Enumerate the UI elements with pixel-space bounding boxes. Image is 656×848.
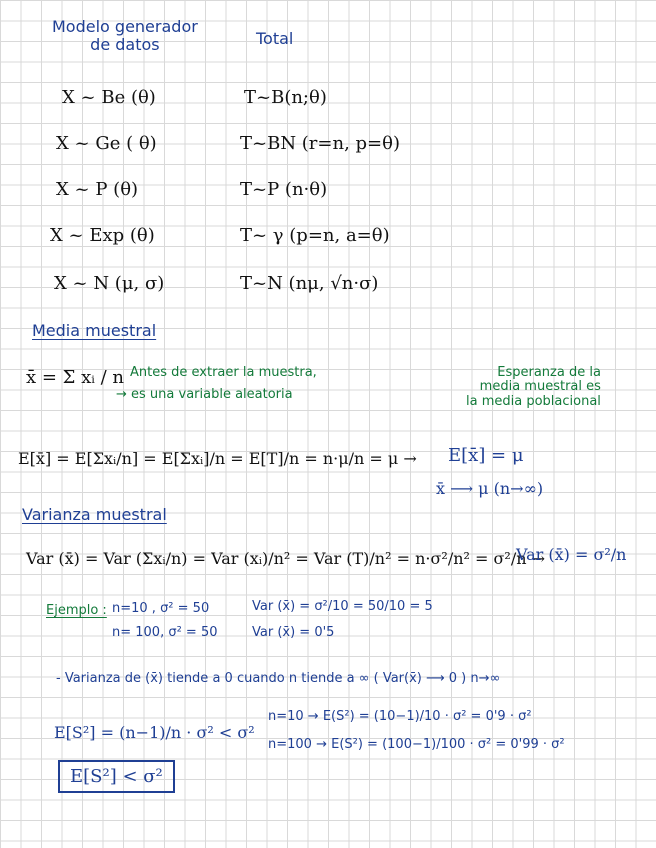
s2-boxed-result: E[S²] < σ² [58,760,175,793]
s2-example-1: n=10 → E(S²) = (10−1)/10 · σ² = 0'9 · σ² [268,709,532,724]
varianza-heading: Varianza muestral [22,505,167,524]
variance-result: Var (x̄) = σ²/n [516,545,627,564]
media-heading: Media muestral [32,321,157,340]
s2-example-2: n=100 → E(S²) = (100−1)/100 · σ² = 0'99 · σ² [268,737,565,752]
media-note-2: → es una variable aleatoria [116,387,293,402]
ejemplo-label: Ejemplo : [46,603,107,618]
tiende-statement: - Varianza de (x̄) tiende a 0 cuando n tiende a ∞ ( Var(x̄) ⟶ 0 ) n→∞ [56,671,501,686]
ejemplo-result-2: Var (x̄) = 0'5 [252,625,335,640]
expectation-equation: E[x̄] = E[Σxᵢ/n] = E[Σxᵢ]/n = E[T]/n = n·μ/n = μ → [18,449,417,468]
header-col1: Modelo generador de datos [52,17,198,54]
header-col2: Total [256,29,294,48]
model-t-1: T~B(n;θ) [244,87,327,108]
ejemplo-case-1: n=10 , σ² = 50 [112,601,210,616]
model-t-2: T~BN (r=n, p=θ) [240,133,400,154]
model-t-3: T~P (n·θ) [240,179,328,200]
model-x-1: X ~ Be (θ) [62,87,156,108]
convergence: x̄ ⟶ μ (n→∞) [436,479,544,498]
model-t-4: T~ γ (p=n, a=θ) [240,225,390,246]
model-x-3: X ~ P (θ) [56,179,139,200]
ejemplo-result-1: Var (x̄) = σ²/10 = 50/10 = 5 [252,599,433,614]
s2-equation: E[S²] = (n−1)/n · σ² < σ² [54,723,255,742]
variance-equation: Var (x̄) = Var (Σxᵢ/n) = Var (xᵢ)/n² = Var (T)/n² = n·σ²/n² = σ²/n → [26,549,546,568]
model-t-5: T~N (nμ, √n·σ) [240,273,379,294]
ejemplo-case-2: n= 100, σ² = 50 [112,625,218,640]
esperanza-note: Esperanza de la media muestral es la media poblacional [466,365,601,409]
media-note-1: Antes de extraer la muestra, [130,365,317,380]
media-definition: x̄ = Σ xᵢ / n [26,367,124,388]
model-x-5: X ~ N (μ, σ) [54,273,165,294]
expectation-result: E[x̄] = μ [448,445,524,466]
model-x-4: X ~ Exp (θ) [50,225,155,246]
model-x-2: X ~ Ge ( θ) [56,133,157,154]
